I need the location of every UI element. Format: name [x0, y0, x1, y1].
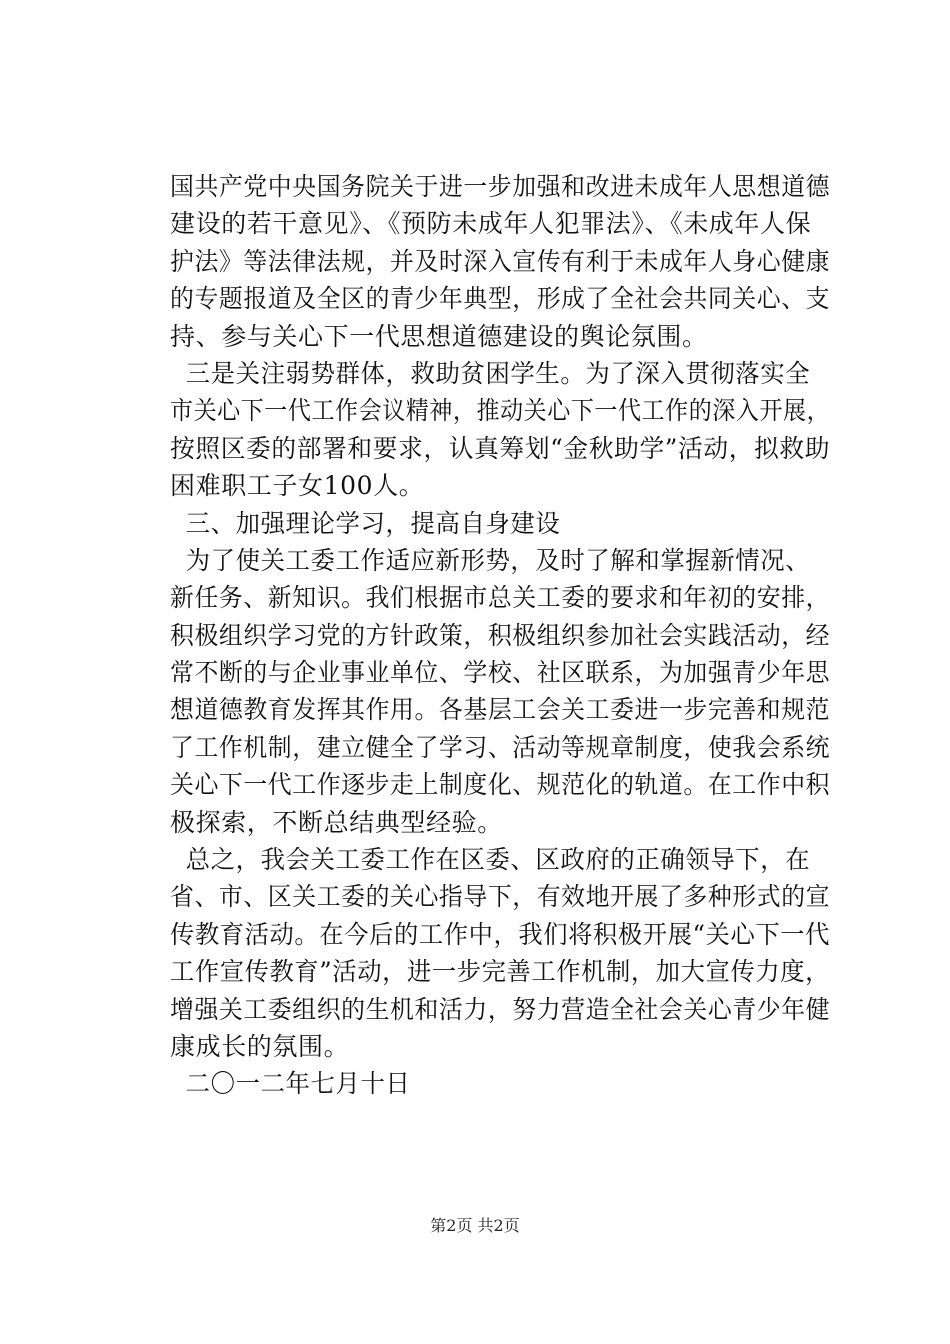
- text-line: 市关心下一代工作会议精神，推动关心下一代工作的深入开展，: [170, 396, 831, 426]
- text-line: 极探索，不断总结典型经验。: [170, 807, 503, 837]
- text-line: 传教育活动。在今后的工作中，我们将积极开展“关心下一代: [170, 919, 830, 949]
- text-line: 护法》等法律法规，并及时深入宣传有利于未成年人身心健康: [170, 246, 831, 276]
- text-line: 省、市、区关工委的关心指导下，有效地开展了多种形式的宣: [170, 882, 831, 912]
- text-line: 新任务、新知识。我们根据市总关工委的要求和年初的安排，: [170, 583, 831, 613]
- text-line: 工作宣传教育”活动，进一步完善工作机制，加大宣传力度，: [170, 957, 830, 987]
- text-line: 建设的若干意见》、《预防未成年人犯罪法》、《未成年人保: [170, 209, 812, 239]
- text-line: 了工作机制，建立健全了学习、活动等规章制度，使我会系统: [170, 732, 831, 762]
- text-line: 积极组织学习党的方针政策，积极组织参加社会实践活动，经: [170, 620, 831, 650]
- page-footer: 第2页 共2页: [430, 1216, 520, 1235]
- text-line: 增强关工委组织的生机和活力，努力营造全社会关心青少年健: [170, 994, 831, 1024]
- text-line: 困难职工子女100人。: [170, 471, 425, 501]
- text-line: 二〇一二年七月十日: [185, 1069, 411, 1099]
- document-body: [170, 168, 830, 1103]
- text-line: 总之，我会关工委工作在区委、区政府的正确领导下，在: [185, 845, 811, 875]
- text-line: 三是关注弱势群体，救助贫困学生。为了深入贯彻落实全: [185, 358, 811, 388]
- text-line: 三、加强理论学习，提高自身建设: [185, 508, 561, 538]
- text-line: 为了使关工委工作适应新形势，及时了解和掌握新情况、: [185, 545, 811, 575]
- text-line: 常不断的与企业事业单位、学校、社区联系，为加强青少年思: [170, 658, 831, 688]
- text-line: 康成长的氛围。: [170, 1031, 350, 1061]
- text-line: 关心下一代工作逐步走上制度化、规范化的轨道。在工作中积: [170, 770, 831, 800]
- text-line: 按照区委的部署和要求，认真筹划“金秋助学”活动，拟救助: [170, 433, 831, 463]
- text-line: 国共产党中央国务院关于进一步加强和改进未成年人思想道德: [170, 172, 831, 201]
- text-line: 的专题报道及全区的青少年典型，形成了全社会共同关心、支: [170, 284, 831, 314]
- text-line: 持、参与关心下一代思想道德建设的舆论氛围。: [170, 321, 708, 351]
- text-line: 想道德教育发挥其作用。各基层工会关工委进一步完善和规范: [170, 695, 831, 725]
